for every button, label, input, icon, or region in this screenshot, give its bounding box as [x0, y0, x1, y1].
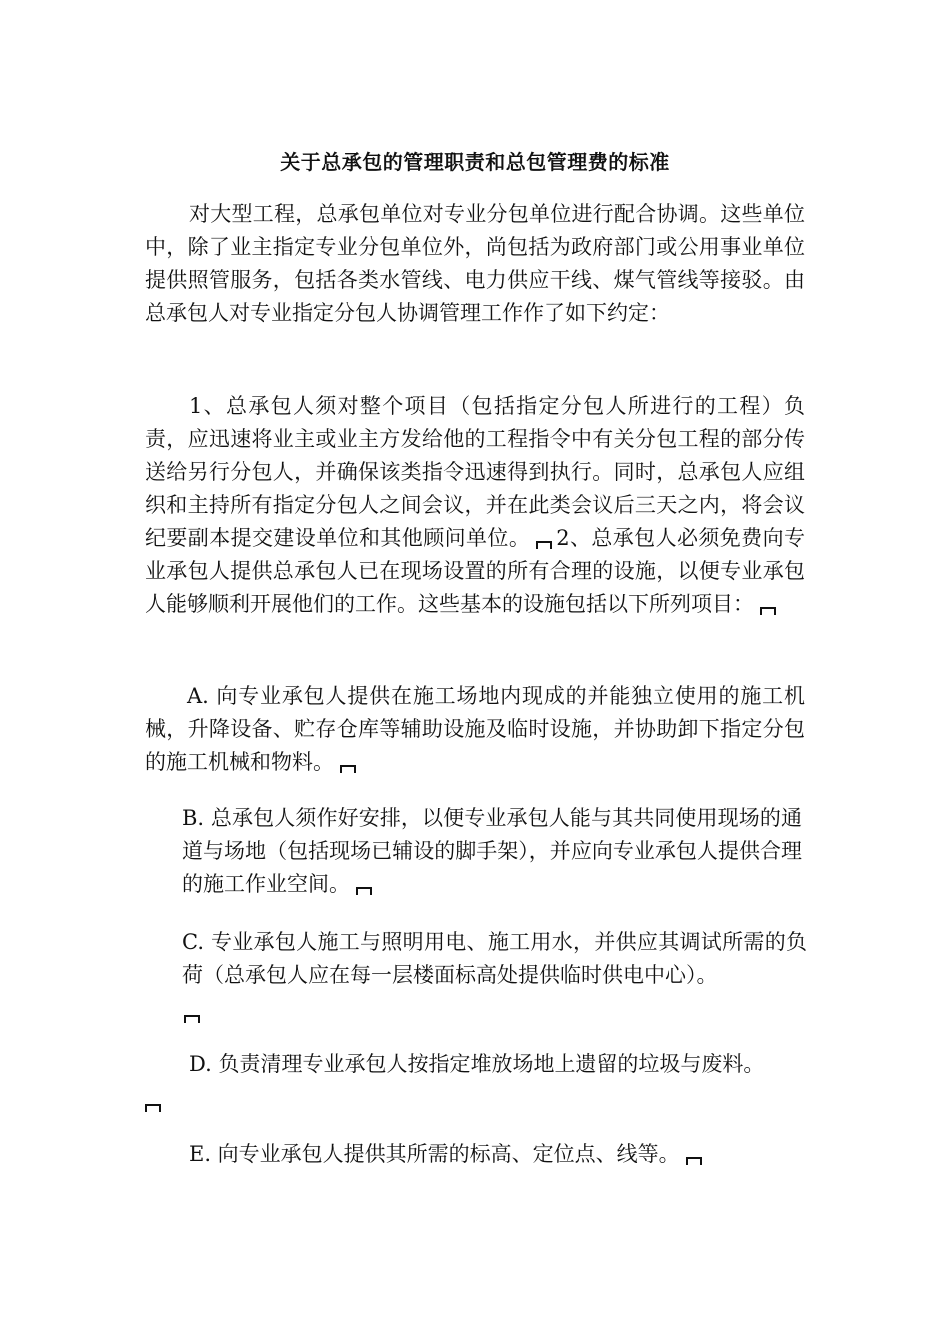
paragraph-mark-icon — [760, 607, 776, 615]
item-b-paragraph — [182, 802, 802, 901]
document-title: 关于总承包的管理职责和总包管理费的标准 — [280, 150, 670, 174]
paragraph-mark-icon — [686, 1157, 702, 1165]
item-2-text: 2、总承包人必须免费向专业承包人提供总承包人已在现场设置的所有合理的设施，以便专业承包人能够顺利开展他们的工作。这些基本的设施包括以下所列项目： — [145, 526, 805, 616]
item-a-paragraph — [145, 680, 805, 779]
item-d-paragraph — [145, 1048, 810, 1118]
item-a-text: A. 向专业承包人提供在施工场地内现成的并能独立使用的施工机械，升降设备、贮存仓库等辅助设施及临时设施，并协助卸下指定分包的施工机械和物料。 — [145, 684, 805, 774]
item-c-paragraph — [182, 926, 807, 1029]
paragraph-mark-icon — [356, 887, 372, 895]
item-b-text: B. 总承包人须作好安排，以便专业承包人能与其共同使用现场的通道与场地（包括现场已辅设的脚手架），并应向专业承包人提供合理的施工作业空间。 — [182, 806, 802, 896]
item-c-text: C. 专业承包人施工与照明用电、施工用水，并供应其调试所需的负荷（总承包人应在每一层楼面标高处提供临时供电中心）。 — [182, 930, 807, 987]
item-d-text: D. 负责清理专业承包人按指定堆放场地上遗留的垃圾与废料。 — [189, 1052, 765, 1076]
item-e-text: E. 向专业承包人提供其所需的标高、定位点、线等。 — [189, 1142, 680, 1166]
intro-text: 对大型工程，总承包单位对专业分包单位进行配合协调。这些单位中，除了业主指定专业分包单位外，尚包括为政府部门或公用事业单位提供照管服务，包括各类水管线、电力供应干线、煤气管线等接驳。由总承包人对专业指定分包人协调管理工作作了如下约定： — [145, 202, 805, 325]
item-1-paragraph — [145, 390, 805, 621]
intro-paragraph — [145, 198, 805, 330]
mark-line — [182, 996, 807, 1029]
paragraph-mark-icon — [184, 1015, 200, 1023]
mark-line — [145, 1085, 810, 1118]
paragraph-mark-icon — [536, 541, 552, 549]
paragraph-mark-icon — [340, 765, 356, 773]
item-1-text: 1、总承包人须对整个项目（包括指定分包人所进行的工程）负责，应迅速将业主或业主方发给他的工程指令中有关分包工程的部分传送给另行分包人，并确保该类指令迅速得到执行。同时，总承包人应组织和主持所有指定分包人之间会议，并在此类会议后三天之内，将会议纪要副本提交建设单位和其他顾问单位。 — [145, 394, 805, 550]
paragraph-mark-icon — [145, 1104, 161, 1112]
item-e-paragraph — [145, 1138, 805, 1171]
